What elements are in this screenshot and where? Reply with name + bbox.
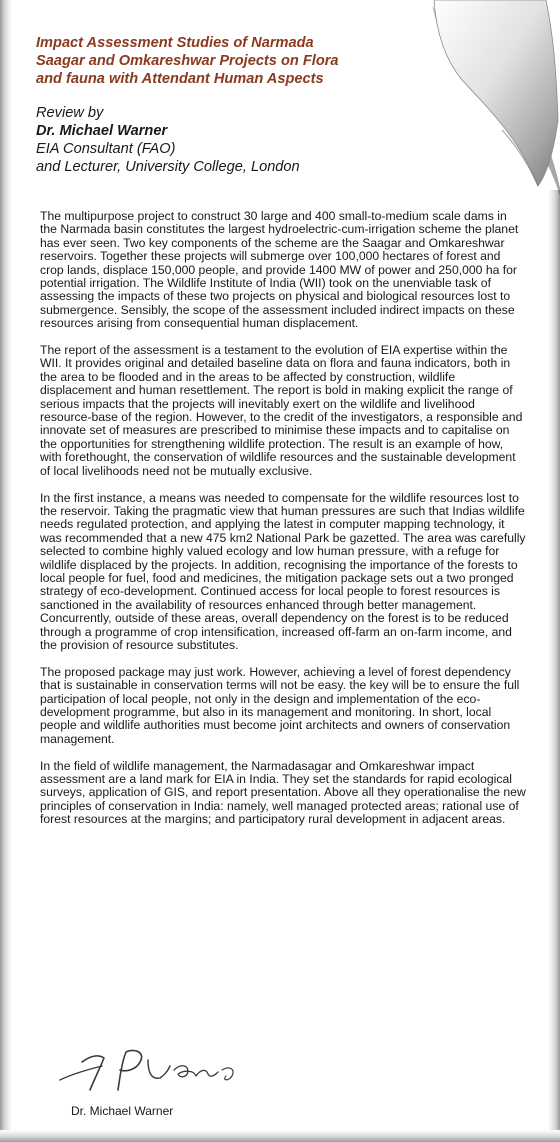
body-paragraph: In the first instance, a means was needed to compensate for the wildlife resources lost to the reservoir. Taking the pragmatic view that human pressures are such that Indias wildlife needs regulated protection, and applying the latest in computer mapping technology, it was recommended that a new 475 km2 National Park be gazetted. The area was carefully selected to combine highly valued ecology and low human pressure, with a refuge for wildlife displaced by the projects. In addition, recognising the importance of the forests to local people for fuel, food and medicines, the mitigation package sets out a two pronged strategy of eco-development. Continued access for local people to forest resources is sanctioned in the availability of resources enhanced through better management. Concurrently, outside of these areas, overall dependency on the forest is to be reduced through a programme of crop intensification, increased off-farm an on-farm income, and the provision of resource substitutes. — [40, 490, 526, 652]
review-byline — [36, 104, 396, 176]
body-paragraph: In the field of wildlife management, the Narmadasagar and Omkareshwar impact assessment are a land mark for EIA in India. They set the standards for rapid ecological surveys, application of GIS, and report presentation. Above all they operationalise the new principles of conservation in India: namely, well managed protected areas; rational use of forest resources at the margins; and participatory rural development in adjacent areas. — [40, 758, 526, 827]
handwritten-signature — [56, 1040, 256, 1098]
page-curl-decoration — [370, 0, 560, 195]
body-paragraph: The report of the assessment is a testament to the evolution of EIA expertise within the WII. It provides original and detailed baseline data on flora and fauna indicators, both in the area to be flooded and in the areas to be affected by construction, wildlife displacement and human resettlement. The report is bold in making explicit the range of serious impacts that the projects will inevitably exert on the wildlife and livelihood resource-base of the region. However, to the credit of the investigators, a responsible and innovate set of measures are prescribed to minimise these impacts and to capitalise on the opportunities for strengthening wildlife protection. The result is an example of how, with forethought, the conservation of wildlife resources and the sustainable development of local livelihoods need not be mutually exclusive. — [40, 343, 523, 478]
body-paragraph: The proposed package may just work. However, achieving a level of forest dependency that is sustainable in conservation terms will not be easy. the key will be to ensure the full participation of local people, not only in the design and implementation of the eco-development programme, but also in its management and monitoring. In short, local people and wildlife authorities must become joint architects and owners of conservation management. — [40, 664, 520, 746]
article-title — [36, 34, 396, 88]
reviewer-name: Dr. Michael Warner — [36, 123, 168, 139]
signature-caption: Dr. Michael Warner — [71, 1104, 174, 1118]
article-header — [36, 34, 396, 176]
body-paragraph: The multipurpose project to construct 30 large and 400 small-to-medium scale dams in the Narmada basin constitutes the largest hydroelectric-cum-irrigation scheme the planet has ever seen. Two key components of the scheme are the Saagar and Omkareshwar reservoirs. Together these projects will submerge over 100,000 hectares of forest and crop lands, displace 150,000 people, and provide 1400 MW of power and 250,000 ha for potential irrigation. The Wildlife Institute of India (WII) took on the unenviable task of assessing the impacts of these two projects on physical and biological resources lost to submergence. Sensibly, the scope of the assessment included indirect impacts on these resources arising from consequential human displacement. — [40, 209, 519, 331]
reviewer-affiliation: and Lecturer, University College, London — [36, 159, 300, 175]
title-line: and fauna with Attendant Human Aspects — [36, 71, 324, 87]
review-body — [40, 210, 526, 840]
review-label: Review by — [36, 105, 104, 121]
title-line: Impact Assessment Studies of Narmada — [36, 35, 314, 51]
title-line: Saagar and Omkareshwar Projects on Flora — [36, 53, 339, 69]
reviewer-role: EIA Consultant (FAO) — [36, 141, 176, 157]
